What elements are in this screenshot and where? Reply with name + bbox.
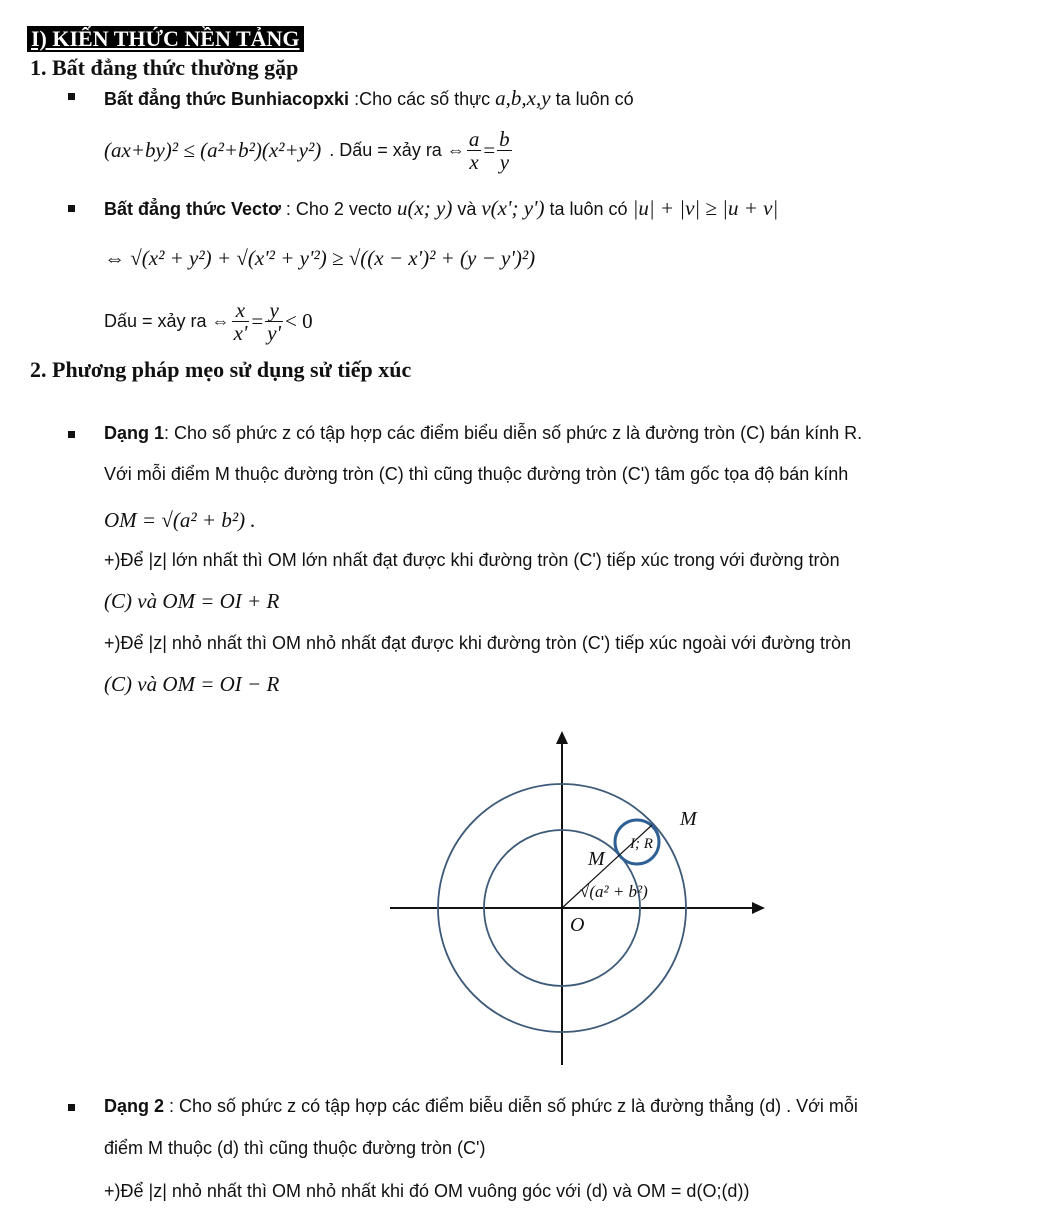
frac-num: y: [265, 299, 283, 322]
vector-tail: < 0: [285, 308, 313, 333]
frac-den: x': [233, 320, 248, 345]
vector-eq-text: Dấu = xảy ra ⇔: [104, 310, 230, 331]
part2-heading: 2. Phương pháp mẹo sử dụng sử tiếp xúc: [30, 357, 412, 382]
label-o: O: [570, 914, 585, 936]
dang2-line3: +)Để |z| nhỏ nhất thì OM nhỏ nhất khi đó OM vuông góc với (d) và OM = d(O;(d)): [104, 1181, 750, 1201]
vector-and: và: [452, 199, 482, 219]
dang1-line5: (C) và OM = OI + R: [104, 589, 280, 613]
vector-v: v(x'; y'): [481, 196, 545, 220]
vector-ineq: |u| + |v| ≥ |u + v|: [632, 196, 779, 220]
bunhia-vars: a,b,x,y: [495, 86, 551, 110]
vector-frac-y: [265, 299, 283, 344]
x-axis-arrow: [752, 902, 765, 914]
bunhia-formula-line: (ax+by)² ≤ (a²+b²)(x²+y²) . Dấu = xảy ra ⇔ $\frac{a}{x}$ = $\frac{b}{y}$: [104, 126, 510, 174]
part1-heading: 1. Bất đẳng thức thường gặp: [30, 55, 299, 80]
tangent-circles-figure: [380, 725, 780, 1070]
bunhia-frac-a: [467, 128, 482, 173]
y-axis-arrow: [556, 731, 568, 744]
frac-den: y': [267, 320, 282, 345]
dang1-line6: +)Để |z| nhỏ nhất thì OM nhỏ nhất đạt được khi đường tròn (C') tiếp xúc ngoài với đường tròn: [104, 633, 852, 653]
dang1-label: Dạng 1: [104, 423, 165, 443]
label-m-inner: M: [588, 848, 605, 870]
frac-den: y: [499, 149, 510, 174]
bullet-bunhia: [68, 93, 75, 100]
bullet-vector: [68, 205, 75, 212]
vector-text2: ta luôn có: [544, 199, 633, 219]
bunhia-text2: ta luôn có: [550, 89, 634, 109]
vector-label: Bất đẳng thức Vectơ: [104, 199, 281, 219]
bunhia-eq-text: . Dấu = xảy ra ⇔: [329, 139, 465, 160]
vector-formula2: ⇔ √(x² + y²) + √(x'² + y'²) ≥ √((x − x')² + (y − y')²): [104, 246, 536, 270]
bullet-dang2: [68, 1104, 75, 1111]
vector-frac-x: [232, 299, 250, 344]
label-ir: I; R: [630, 836, 653, 852]
bullet-dang1: [68, 431, 75, 438]
vector-text: : Cho 2 vecto: [280, 199, 397, 219]
dang2-line2: điểm M thuộc (d) thì cũng thuộc đường tròn (C'): [104, 1138, 486, 1158]
dang1-line3: OM = √(a² + b²) .: [104, 508, 256, 532]
bunhia-text: :Cho các số thực: [349, 89, 496, 109]
vector-eq-line: Dấu = xảy ra ⇔ $\frac{x}{x'}$ = $\frac{y}{y'}$ < 0: [104, 297, 313, 345]
dang2-label: Dạng 2: [104, 1096, 165, 1116]
dang2-text1: : Cho số phức z có tập hợp các điểm biễu diễn số phức z là đường thẳng (d) . Với mỗi: [164, 1096, 858, 1116]
vector-line: [104, 196, 778, 221]
bunhia-label: Bất đẳng thức Bunhiacopxki: [104, 89, 350, 109]
label-radius: √(a² + b²): [580, 882, 648, 901]
bunhia-frac-b: [497, 128, 512, 173]
frac-den: x: [469, 149, 479, 174]
dang1-line4: +)Để |z| lớn nhất thì OM lớn nhất đạt được khi đường tròn (C') tiếp xúc trong với đường tròn: [104, 550, 840, 570]
dang1-line2: Với mỗi điểm M thuộc đường tròn (C) thì cũng thuộc đường tròn (C') tâm gốc tọa độ bán kính: [104, 464, 849, 484]
dang1-line1: [104, 423, 862, 444]
bunhia-formula: (ax+by)² ≤ (a²+b²)(x²+y²): [104, 137, 322, 162]
dang1-line7: (C) và OM = OI − R: [104, 672, 280, 696]
section-title: I) KIẾN THỨC NỀN TẢNG: [27, 26, 304, 52]
dang2-line1: [104, 1096, 858, 1117]
frac-num: b: [499, 126, 510, 151]
vector-u: u(x; y): [396, 196, 453, 220]
label-m-outer: M: [680, 808, 697, 830]
dang1-text1: : Cho số phức z có tập hợp các điểm biểu diễn số phức z là đường tròn (C) bán kính R.: [164, 423, 863, 443]
frac-num: a: [468, 126, 480, 151]
frac-num: x: [232, 299, 250, 322]
bunhia-line: [104, 86, 634, 111]
